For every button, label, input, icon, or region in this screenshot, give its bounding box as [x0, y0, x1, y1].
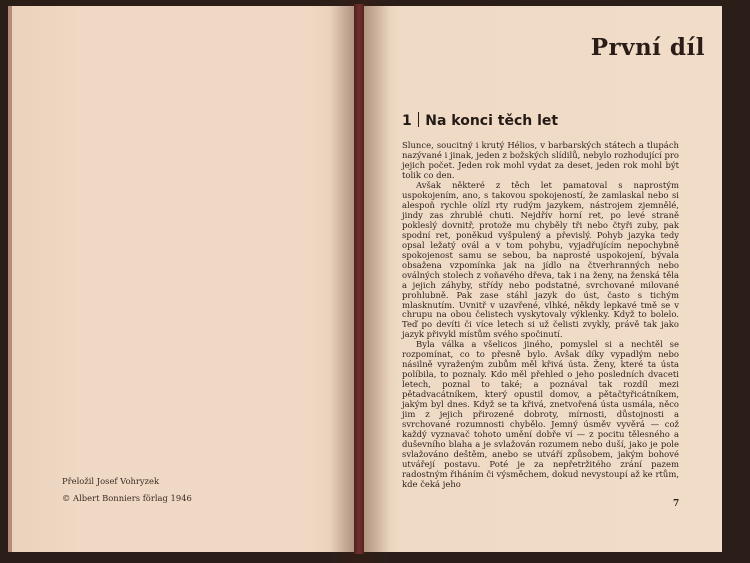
translator-credit: Přeložil Josef Vohryzek — [62, 476, 160, 486]
chapter-title: Na konci těch let — [425, 113, 559, 129]
part-title: První díl — [590, 34, 705, 61]
chapter-body — [402, 141, 679, 490]
chapter-heading — [402, 112, 558, 129]
page-binding-edge — [354, 4, 364, 554]
page-number: 7 — [673, 499, 680, 509]
credits-block — [62, 473, 192, 507]
copyright-notice: © Albert Bonniers förlag 1946 — [62, 493, 192, 503]
chapter-divider — [418, 112, 420, 127]
paragraph: Slunce, soucitný i krutý Hélios, v barbarských státech a tlupách nazývané i jinak, jeden z božských slídilů, nebylo rozhodující pro jejich počet. Jeden rok mohl vydat za deset, jeden rok mohl být tolik co den. — [402, 140, 679, 180]
paragraph: Byla válka a všelicos jiného, pomyslel si a nechtěl se rozpomínat, co to přesně bylo. Avšak díky vypadlým nebo násilně vyraženým zubům měl křivá ústa. Ženy, které ta ústa políbila, to poznaly. Kdo měl přehled o jeho posledních dvaceti letech, poznal to také; a poznával tak rozdíl mezi pětadvacátníkem, který opustil domov, a pětačtyřicátníkem, jakým byl dnes. Když se ta křivá, znetvořená ústa usmála, něco jim z jejich přirozené dobroty, mírnosti, důstojnosti a svrchované rozumnosti chybělo. Jemný úsměv vyvěrá — což každý vyznavač tohoto umění dobře ví — z pocitu tělesného a duševního blaha a je svlažován rozumem nebo duší, jako je pole svlažováno deštěm, anebo se utváří způsobem, jakým bohové utvářejí postavu. Poté je za nepřetržitého zrání pazem radostným řiháním či výsměchem, dokud nevystoupí až ke rtům, kde čeká jeho — [402, 339, 679, 489]
paragraph: Avšak některé z těch let pamatoval s naprostým uspokojením, ano, s takovou spokojeností, že zamlaskal nebo si alespoň rychle olízl rty rudým jazykem, nástrojem zjemnělé, jindy zas zhrublé chuti. Nejdřív horní ret, po levé straně pokleslý dovnitř, protože mu chyběly tři nebo čtyři zuby, pak spodní ret, poněkud vyšpulený a převislý. Pohyb jazyka tedy opsal ležatý ovál a v tom pohybu, vyjadřujícím nepochybně spokojenost samu se sebou, ba naprosté uspokojení, bývala obsažena vzpomínka jak na jídlo na čtverhranných nebo oválných stolech z voňavého dřeva, tak i na ženy, na ženská těla a jejich záhyby, střídy nebo podstatné, svrchované milované prohlubně. Pak zase stáhl jazyk do úst, často s tichým mlasknutím. Uvnitř v uzavřené, vlhké, někdy lepkavé tmě se v chrupu na obou čelistech vyskytovaly výklenky. Když to bolelo. Teď po devíti či více letech si už čelisti zvykly, právě tak jako jazyk přivykl místům svého spočinutí. — [402, 179, 679, 340]
left-page — [8, 6, 362, 552]
chapter-number: 1 — [402, 113, 412, 129]
